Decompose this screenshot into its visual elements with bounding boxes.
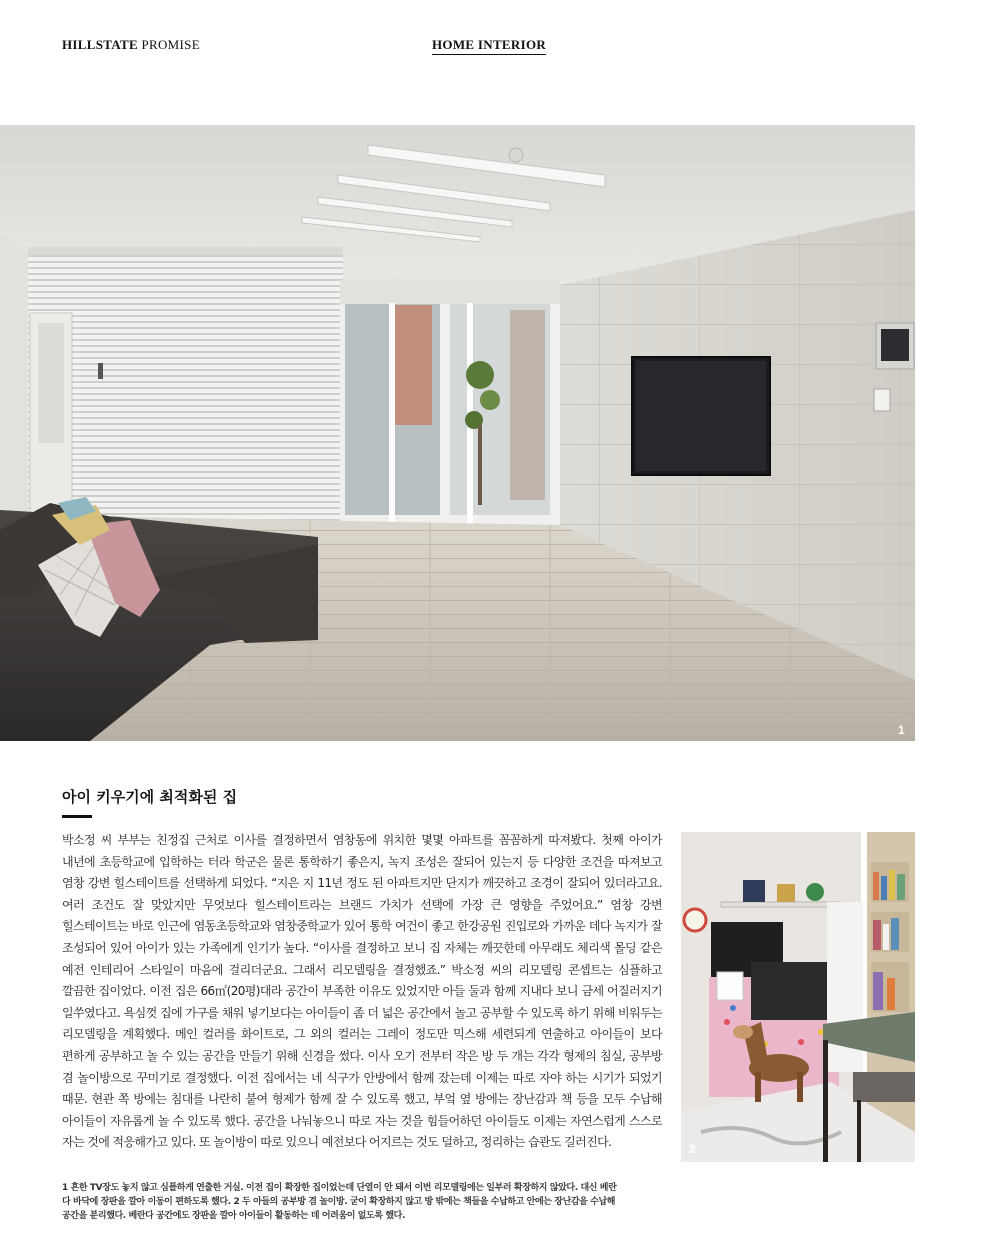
living-room-photo: [0, 125, 915, 741]
magazine-brand: [62, 37, 200, 53]
article-title: 아이 키우기에 최적화된 집: [62, 788, 238, 806]
playroom-photo: [681, 832, 915, 1162]
photo-number-2: 2: [689, 1142, 696, 1156]
article-body: 박소정 씨 부부는 친정집 근처로 이사를 결정하면서 염창동에 위치한 몇몇 아파트를 꼼꼼하게 따져봤다. 첫째 아이가 내년에 초등학교에 입학하는 터라 학군은 물론 통학하기 좋은지, 녹지 조성은 잘되어 있는지 등 다양한 조건을 따져보고 염창 강변 힐스테이트를 선택하게 되었다. “지은 지 11년 정도 된 아파트지만 단지가 깨끗하고 조경이 잘되어 있더라고요. 여러 조건도 잘 맞았지만 무엇보다 힐스테이트라는 브랜드 가치가 선택에 가장 큰 영향을 주었어요.” 염창 강변 힐스테이트는 바로 인근에 염동초등학교와 염창중학교가 있어 통학 여건이 좋고 한강공원 진입로와 가까운 데다 녹지가 잘 조성되어 있어 아이가 있는 가족에게 인기가 높다. “이사를 결정하고 보니 집 자체는 깨끗한데 아무래도 체리색 몰딩 같은 예전 인테리어 스타일이 마음에 걸리더군요. 그래서 리모델링을 결정했죠.” 박소정 씨의 리모델링 콘셉트는 심플하고 깔끔한 집이었다. 이전 집은 66㎡(20평)대라 공간이 부족한 이유도 있었지만 아들 둘과 함께 지내다 보니 금세 어질러지기 일쑤였다고. 욕심껏 집에 가구를 채워 넣기보다는 아이들이 좀 더 넓은 공간에서 놀고 공부할 수 있도록 하기 위해 비워두는 리모델링을 계획했다. 메인 컬러를 화이트로, 그 외의 컬러는 그레이 정도만 믹스해 세련되게 연출하고 아이들이 보다 편하게 공부하고 놀 수 있는 공간을 만들기 위해 신경을 썼다. 이사 오기 전부터 작은 방 두 개는 각각 형제의 침실, 공부방 겸 놀이방으로 꾸미기로 결정했다. 이전 집에서는 네 식구가 안방에서 함께 잤는데 이제는 따로 자야 하는 시기가 되었기 때문. 현관 쪽 방에는 침대를 나란히 붙여 형제가 함께 잘 수 있도록 했고, 부엌 옆 방에는 장난감과 책 등을 모두 수납해 아이들이 자유롭게 놀 수 있도록 했다. 공간을 나눠놓으니 따로 자는 것을 힘들어하던 아이들도 이제는 자연스럽게 스스로 자는 것에 적응해가고 있다. 또 놀이방이 따로 있으니 예전보다 어지르는 것도 덜하고, 정리하는 습관도 길러진다.: [62, 833, 662, 1150]
photo-number-1: 1: [898, 723, 905, 737]
living-room-illustration: [0, 125, 915, 741]
brand-rest: PROMISE: [141, 37, 200, 52]
section-label: HOME INTERIOR: [432, 37, 546, 55]
photo-caption: 1 흔한 TV장도 놓지 않고 심플하게 연출한 거실. 이전 집이 확장한 집이었는데 단열이 안 돼서 이번 리모델링에는 일부러 확장하지 않았다. 대신 베란다 바닥에 장판을 깔아 이동이 편하도록 했다. 2 두 아들의 공부방 겸 놀이방. 굳이 확장하지 않고 방 밖에는 책들을 수납하고 안에는 장난감을 수납해 공간을 분리했다. 베란다 공간에도 장판을 깔아 아이들이 활동하는 데 어려움이 없도록 했다.: [62, 1183, 617, 1221]
brand-bold: HILLSTATE: [62, 37, 138, 52]
playroom-illustration: [681, 832, 915, 1162]
title-underline: [62, 815, 92, 818]
